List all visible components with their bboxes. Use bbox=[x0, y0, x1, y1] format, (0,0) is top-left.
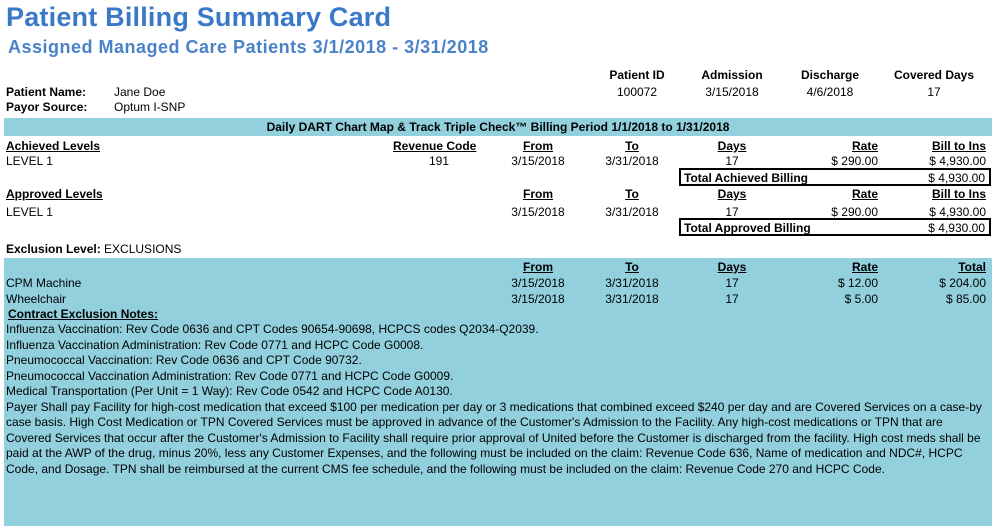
approved-to: 3/31/2018 bbox=[605, 205, 659, 219]
note-line: Influenza Vaccination Administration: Rev Code 0771 and HCPC Code G0008. bbox=[6, 337, 424, 352]
exclusion-total: $ 85.00 bbox=[945, 292, 986, 306]
exclusion-rate: $ 5.00 bbox=[844, 292, 878, 306]
patient-name-label: Patient Name: bbox=[6, 85, 87, 99]
exclusion-level-label: Exclusion Level: bbox=[6, 242, 101, 256]
approved-col-bill: Bill to Ins bbox=[932, 187, 986, 201]
approved-col-days: Days bbox=[717, 187, 747, 201]
total-achieved-label: Total Achieved Billing bbox=[684, 171, 809, 185]
exclusion-col-days: Days bbox=[717, 260, 747, 274]
total-achieved-value: $ 4,930.00 bbox=[928, 171, 985, 185]
col-to: To bbox=[625, 139, 639, 153]
total-achieved-box bbox=[679, 168, 991, 186]
admission-label: Admission bbox=[701, 68, 763, 82]
billing-period-text: Daily DART Chart Map & Track Triple Check™ Billing Period 1/1/2018 to 1/31/2018 bbox=[266, 120, 730, 134]
achieved-days: 17 bbox=[725, 154, 739, 168]
approved-col-rate: Rate bbox=[851, 187, 878, 201]
page-title: Patient Billing Summary Card bbox=[6, 2, 392, 32]
note-line: Pneumococcal Vaccination Administration: Rev Code 0771 and HCPC Code G0009. bbox=[6, 368, 454, 383]
note-line: Influenza Vaccination: Rev Code 0636 and CPT Codes 90654-90698, HCPCS codes Q2034-Q2039. bbox=[6, 322, 539, 336]
approved-bill: $ 4,930.00 bbox=[929, 205, 986, 219]
payor-source-label: Payor Source: bbox=[6, 100, 88, 114]
approved-rate: $ 290.00 bbox=[831, 205, 878, 219]
achieved-bill: $ 4,930.00 bbox=[929, 154, 986, 168]
admission-date: 3/15/2018 bbox=[705, 85, 759, 99]
approved-col-from: From bbox=[523, 187, 553, 201]
patient-id: 100072 bbox=[616, 85, 658, 99]
exclusion-col-to: To bbox=[625, 260, 639, 274]
col-from: From bbox=[523, 139, 553, 153]
covered-days-label: Covered Days bbox=[893, 68, 975, 82]
exclusion-level-value: EXCLUSIONS bbox=[104, 242, 182, 256]
exclusion-days: 17 bbox=[725, 292, 739, 306]
achieved-to: 3/31/2018 bbox=[605, 154, 659, 168]
exclusion-item: Wheelchair bbox=[6, 292, 67, 306]
exclusion-from: 3/15/2018 bbox=[511, 276, 565, 290]
approved-level: LEVEL 1 bbox=[6, 205, 53, 219]
exclusion-col-rate: Rate bbox=[851, 260, 878, 274]
exclusion-rate: $ 12.00 bbox=[837, 276, 878, 290]
achieved-level: LEVEL 1 bbox=[6, 154, 53, 168]
exclusion-from: 3/15/2018 bbox=[511, 292, 565, 306]
exclusion-level bbox=[6, 242, 181, 256]
discharge-label: Discharge bbox=[800, 68, 860, 82]
approved-days: 17 bbox=[725, 205, 739, 219]
achieved-rate: $ 290.00 bbox=[831, 154, 878, 168]
exclusion-to: 3/31/2018 bbox=[605, 292, 659, 306]
col-bill-to-ins: Bill to Ins bbox=[932, 139, 986, 153]
approved-col-to: To bbox=[625, 187, 639, 201]
note-line: Medical Transportation (Per Unit = 1 Way): Rev Code 0542 and HCPC Code A0130. bbox=[6, 384, 453, 398]
payor-source: Optum I-SNP bbox=[114, 100, 186, 114]
exclusion-days: 17 bbox=[725, 276, 739, 290]
total-approved-box bbox=[679, 218, 991, 236]
total-approved-value: $ 4,930.00 bbox=[928, 221, 985, 235]
exclusion-col-total: Total bbox=[958, 260, 986, 274]
col-revenue-code: Revenue Code bbox=[393, 139, 477, 153]
total-approved-label: Total Approved Billing bbox=[684, 221, 811, 235]
covered-days: 17 bbox=[927, 85, 941, 99]
patient-id-label: Patient ID bbox=[609, 68, 665, 82]
exclusion-col-from: From bbox=[523, 260, 553, 274]
col-days: Days bbox=[717, 139, 747, 153]
patient-name: Jane Doe bbox=[114, 85, 166, 99]
exclusion-item: CPM Machine bbox=[6, 276, 82, 290]
achieved-revenue-code: 191 bbox=[428, 154, 449, 168]
note-paragraph: Payer Shall pay Facility for high-cost medication that exceed $100 per medication per day or 3 medications that combined exceed $240 per day and are Covered Services on a case-by case basis. High Cost Medication or TPN Covered Services must be approved in advance of the Customer's Admission to the Facility. Any high-cost medications or TPN that are Covered Services that occur after the Customer's Admission to Facility shall require prior approval of United before the Customer is discharged from the facility. High cost meds shall be paid at the AWP of the drug, minus 20%, less any Customer Expenses, and the following must be included on the claim: Revenue Code 636, Name of medication and NDC#, HCPC Code, and Dosage. TPN shall be reimbursed at the current CMS fee schedule, and the following must be included on the claim: Revenue Code 270 and HCPC Code. bbox=[6, 399, 982, 476]
contract-notes bbox=[6, 322, 986, 477]
exclusion-total: $ 204.00 bbox=[939, 276, 986, 290]
approved-from: 3/15/2018 bbox=[511, 205, 565, 219]
note-line: Pneumococcal Vaccination: Rev Code 0636 and CPT Code 90732. bbox=[6, 353, 362, 367]
achieved-levels-header: Achieved Levels bbox=[6, 139, 101, 153]
col-rate: Rate bbox=[851, 139, 878, 153]
exclusion-to: 3/31/2018 bbox=[605, 276, 659, 290]
page-subtitle: Assigned Managed Care Patients 3/1/2018 - 3/31/2018 bbox=[8, 37, 489, 57]
billing-period-banner bbox=[4, 118, 992, 136]
discharge-date: 4/6/2018 bbox=[806, 85, 854, 99]
approved-levels-header: Approved Levels bbox=[6, 187, 103, 201]
achieved-from: 3/15/2018 bbox=[511, 154, 565, 168]
contract-notes-header: Contract Exclusion Notes: bbox=[8, 307, 159, 321]
